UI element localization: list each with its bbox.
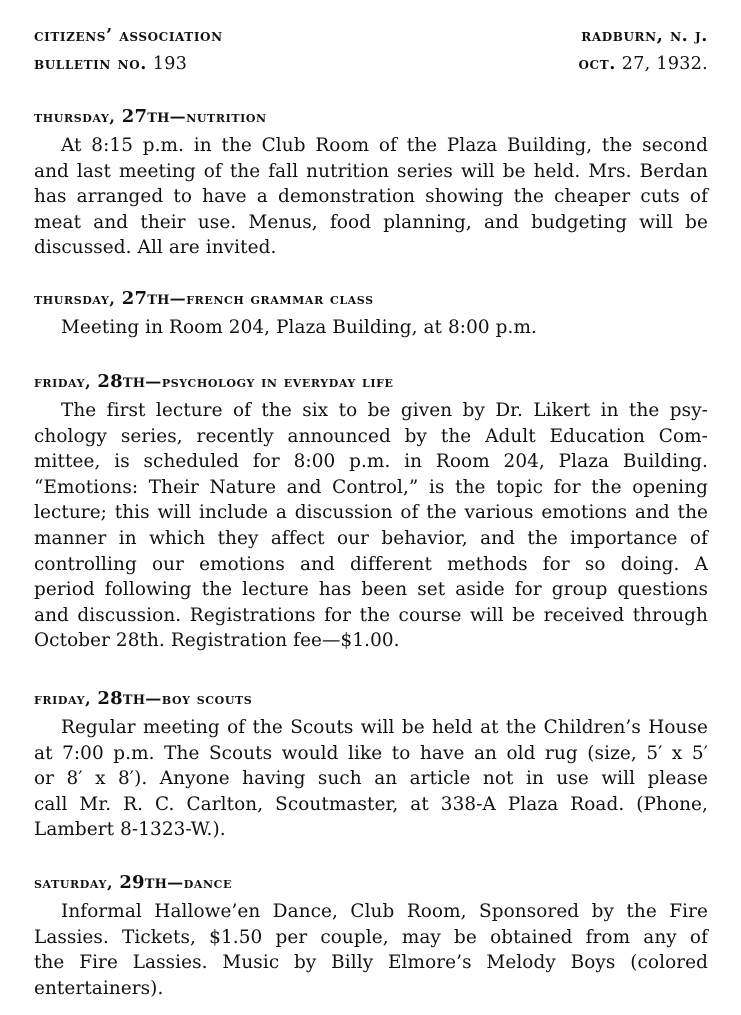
section-date: 28th bbox=[97, 371, 146, 392]
section-heading bbox=[34, 371, 708, 393]
body-line: Meeting in Room 204, Plaza Building, at 8:00 p.m. bbox=[61, 317, 537, 338]
section-date: 27th bbox=[121, 106, 170, 127]
body-line: at 7:00 p.m. The Scouts would like to have an old rug (size, 5′ x 5′ bbox=[34, 742, 708, 764]
body-line: period following the lecture has been set aside for group questions bbox=[34, 579, 708, 601]
body-line: chology series, recently announced by the Adult Education Com- bbox=[34, 425, 708, 447]
place-name: radburn, n. j. bbox=[581, 26, 708, 46]
body-line: “Emotions: Their Nature and Control,” is the topic for the opening bbox=[34, 476, 708, 498]
body-line: manner in which they affect our behavior, and the importance of bbox=[34, 527, 708, 549]
section-body bbox=[34, 315, 708, 341]
organization-name: citizens’ association bbox=[34, 26, 223, 46]
bulletin-page bbox=[34, 22, 708, 999]
section-topic: boy scouts bbox=[161, 689, 253, 708]
section-body bbox=[34, 899, 708, 1001]
section-dash: — bbox=[167, 873, 184, 892]
section-body bbox=[34, 715, 708, 843]
bulletin-date-month: oct. bbox=[578, 54, 616, 74]
body-line: Regular meeting of the Scouts will be held at the Children’s House bbox=[61, 717, 708, 738]
section-body bbox=[34, 398, 708, 654]
section-day: thursday, bbox=[34, 289, 116, 308]
section-day: friday, bbox=[34, 689, 92, 708]
section-dash: — bbox=[169, 289, 187, 308]
header-left bbox=[34, 22, 223, 78]
section-day: thursday, bbox=[34, 107, 116, 126]
section-date: 27th bbox=[121, 288, 170, 309]
section-heading bbox=[34, 688, 708, 710]
bulletin-label: bulletin no. bbox=[34, 54, 147, 74]
section-day: saturday, bbox=[34, 873, 114, 892]
section-heading bbox=[34, 288, 708, 310]
body-line: At 8:15 p.m. in the Club Room of the Plaza Building, the second bbox=[61, 135, 708, 156]
body-line: and discussion. Registrations for the course will be received through bbox=[34, 604, 708, 626]
section-body bbox=[34, 133, 708, 261]
body-line: meat and their use. Menus, food planning, and budgeting will be bbox=[34, 211, 708, 233]
section-topic: dance bbox=[183, 873, 233, 892]
section-day: friday, bbox=[34, 372, 92, 391]
bulletin-section bbox=[34, 106, 708, 261]
body-line: has arranged to have a demonstration showing the cheaper cuts of bbox=[34, 186, 708, 208]
bulletin-number: 193 bbox=[152, 54, 188, 74]
body-line: call Mr. R. C. Carlton, Scoutmaster, at 338-A Plaza Road. (Phone, bbox=[34, 793, 708, 815]
section-topic: nutrition bbox=[186, 107, 267, 126]
body-line: entertainers). bbox=[34, 977, 164, 999]
bulletin-section bbox=[34, 872, 708, 1001]
body-line: lecture; this will include a discussion of the various emotions and the bbox=[34, 502, 708, 524]
body-line: discussed. All are invited. bbox=[34, 237, 277, 259]
section-dash: — bbox=[145, 372, 162, 391]
body-line: Lassies. Tickets, $1.50 per couple, may be obtained from any of bbox=[34, 926, 708, 948]
bulletin-date bbox=[578, 50, 708, 78]
bulletin-date-rest: 27, 1932. bbox=[621, 54, 708, 74]
body-line: or 8′ x 8′). Anyone having such an article not in use will please bbox=[34, 768, 708, 790]
body-line: mittee, is scheduled for 8:00 p.m. in Room 204, Plaza Building. bbox=[34, 451, 708, 473]
section-heading bbox=[34, 106, 708, 128]
bulletin-section bbox=[34, 688, 708, 843]
body-line: the Fire Lassies. Music by Billy Elmore’s Melody Boys (colored bbox=[34, 952, 708, 974]
section-date: 29th bbox=[119, 872, 168, 893]
section-dash: — bbox=[169, 107, 187, 126]
section-heading bbox=[34, 872, 708, 894]
bulletin-section bbox=[34, 288, 708, 341]
body-line: Lambert 8-1323-W.). bbox=[34, 819, 226, 841]
section-topic: french grammar class bbox=[186, 289, 374, 308]
bulletin-section bbox=[34, 371, 708, 654]
section-dash: — bbox=[145, 689, 162, 708]
bulletin-header bbox=[34, 22, 708, 78]
body-line: October 28th. Registration fee—$1.00. bbox=[34, 630, 400, 652]
header-right bbox=[578, 22, 708, 78]
section-date: 28th bbox=[97, 688, 146, 709]
body-line: controlling our emotions and different methods for so doing. A bbox=[34, 553, 708, 575]
body-line: and last meeting of the fall nutrition series will be held. Mrs. Berdan bbox=[34, 160, 708, 182]
body-line: Informal Hallowe’en Dance, Club Room, Sponsored by the Fire bbox=[61, 901, 708, 922]
section-topic: psychology in everyday life bbox=[161, 372, 394, 391]
body-line: The first lecture of the six to be given by Dr. Likert in the psy- bbox=[61, 400, 708, 421]
bulletin-number-line bbox=[34, 50, 223, 78]
